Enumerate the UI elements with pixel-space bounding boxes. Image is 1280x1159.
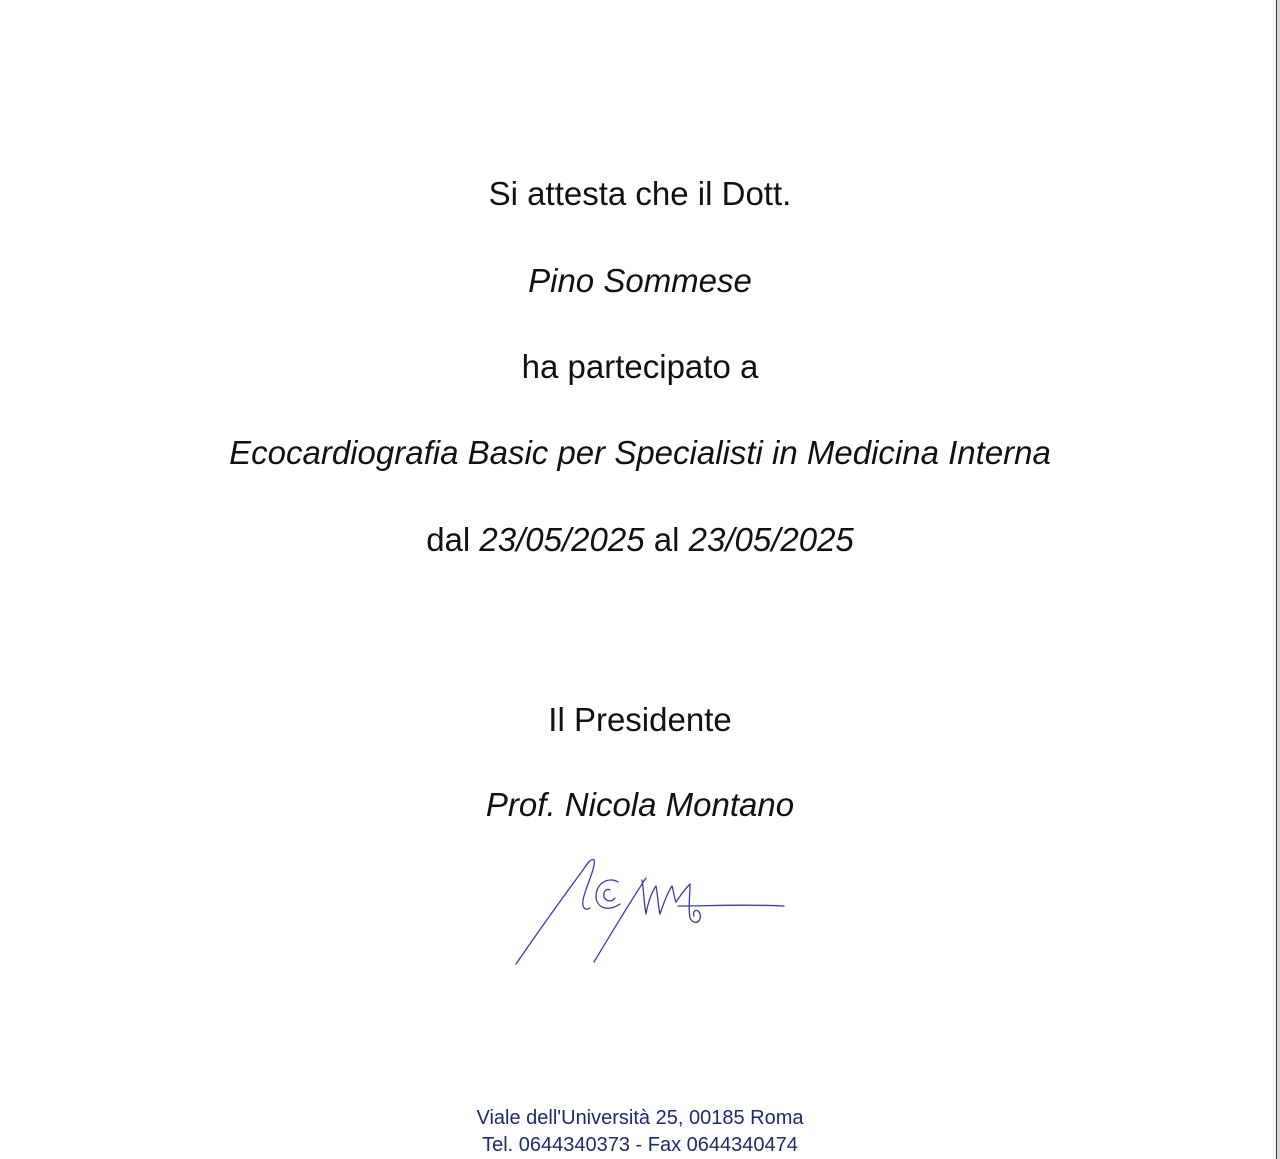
date-range bbox=[0, 520, 1280, 560]
date-to-prefix: al bbox=[653, 521, 680, 558]
course-title: Ecocardiografia Basic per Specialisti in Medicina Interna bbox=[229, 434, 1051, 471]
date-from: 23/05/2025 bbox=[479, 521, 645, 558]
window-border bbox=[1273, 0, 1280, 1159]
intro-text: Si attesta che il Dott. bbox=[488, 175, 792, 212]
signatory-role: Il Presidente bbox=[548, 701, 732, 738]
footer-address: Viale dell'Università 25, 00185 Roma bbox=[476, 1107, 804, 1129]
handwritten-signature bbox=[508, 852, 792, 970]
footer-contacts: Tel. 0644340373 - Fax 0644340474 bbox=[482, 1134, 798, 1156]
signatory-name: Prof. Nicola Montano bbox=[485, 786, 795, 823]
participant-name: Pino Sommese bbox=[528, 262, 752, 299]
participation-text: ha partecipato a bbox=[521, 348, 759, 385]
date-from-prefix: dal bbox=[426, 521, 471, 558]
date-to: 23/05/2025 bbox=[688, 521, 854, 558]
